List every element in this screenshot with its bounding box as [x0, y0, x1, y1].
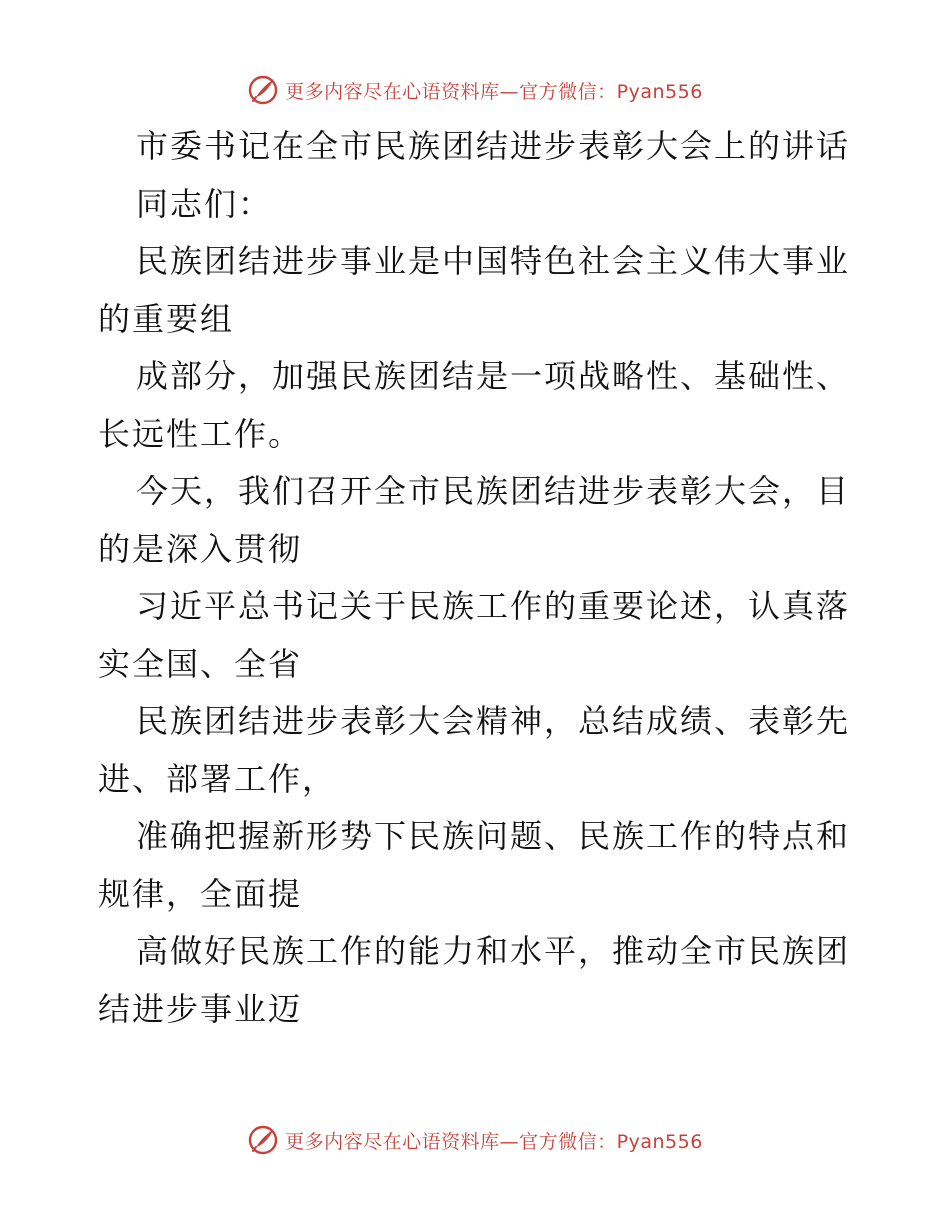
document-body	[98, 118, 858, 1038]
footer-banner-text: 更多内容尽在心语资料库—官方微信：Pyan556	[285, 1130, 703, 1153]
text-line: 高做好民族工作的能力和水平，推动全市民族团	[136, 932, 851, 970]
footer-banner	[0, 1120, 950, 1160]
text-line: 的是深入贯彻	[98, 529, 303, 568]
text-line: 成部分，加强民族团结是一项战略性、基础性、	[136, 357, 851, 395]
text-line: 民族团结进步事业是中国特色社会主义伟大事业	[136, 242, 851, 280]
salutation: 同志们：	[136, 184, 273, 223]
document-title: 市委书记在全市民族团结进步表彰大会上的讲话	[136, 127, 851, 165]
header-banner	[0, 70, 950, 110]
text-line: 习近平总书记关于民族工作的重要论述，认真落	[136, 587, 851, 625]
text-line: 长远性工作。	[98, 414, 303, 453]
feather-seal-icon	[247, 1124, 279, 1156]
text-line: 的重要组	[98, 299, 235, 338]
header-banner-text: 更多内容尽在心语资料库—官方微信：Pyan556	[285, 80, 703, 103]
text-line: 进、部署工作，	[98, 759, 337, 798]
text-line: 准确把握新形势下民族问题、民族工作的特点和	[136, 817, 851, 855]
text-line: 今天，我们召开全市民族团结进步表彰大会，目	[136, 472, 851, 510]
text-line: 民族团结进步表彰大会精神，总结成绩、表彰先	[136, 702, 851, 740]
text-line: 规律，全面提	[98, 874, 303, 913]
text-line: 结进步事业迈	[98, 989, 303, 1028]
text-line: 实全国、全省	[98, 644, 303, 683]
feather-seal-icon	[247, 74, 279, 106]
